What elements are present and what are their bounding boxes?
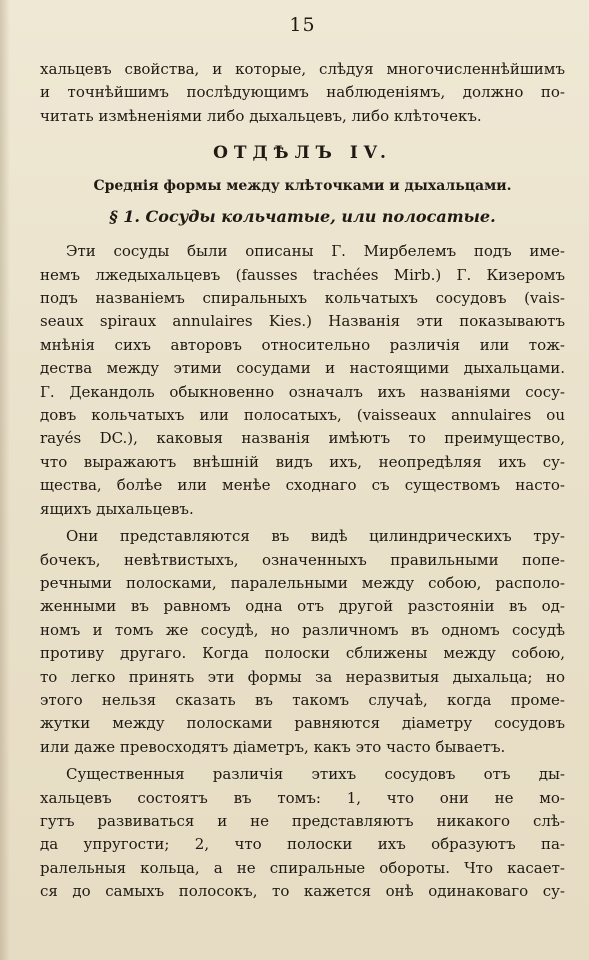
paragraph-heading: § 1. Сосуды кольчатые, или полосатые. [109,207,496,227]
text-line: речными полосками, паралельными между собою, располо- [40,573,565,592]
text-line: противу другаго. Когда полоски сближены между собою, [40,644,565,663]
text-line: и точнѣйшимъ послѣдующимъ наблюденіямъ, должно по- [40,83,565,102]
text-line: женными въ равномъ одна отъ другой разстояніи въ од- [40,597,565,616]
text-line: seaux spiraux annulaires Kies.) Названія эти показываютъ [40,312,565,331]
text-line: гутъ развиваться и не представляютъ никакого слѣ- [40,811,565,830]
text-line: что выражаютъ внѣшній видъ ихъ, неопредѣляя ихъ су- [40,452,565,471]
text-line: читать измѣненіями либо дыхальцевъ, либо клѣточекъ. [40,106,482,125]
text-line: то легко принять эти формы за неразвитыя дыхальца; но [40,667,565,686]
text-line: мнѣнія сихъ авторовъ относительно различія или тож- [40,335,565,354]
paragraph-2 [40,525,565,759]
text-line: хальцевъ свойства, и которые, слѣдуя многочисленнѣйшимъ [40,60,565,78]
text-line: дества между этими сосудами и настоящими дыхальцами. [40,359,565,378]
text-line: ралельныя кольца, а не спиральные обороты. Что касает- [40,858,565,877]
text-line: немъ лжедыхальцевъ (fausses trachées Mirb.) Г. Кизеромъ [40,265,565,284]
section-heading: ОТДѢЛЪ IV. [213,143,392,164]
text-line: Г. Декандоль обыкновенно означалъ ихъ названіями сосу- [40,382,565,401]
text-line: этого нельзя сказать въ такомъ случаѣ, когда проме- [40,690,565,709]
text-line: Эти сосуды были описаны Г. Мирбелемъ подъ име- [66,242,565,261]
text-line: довъ кольчатыхъ или полосатыхъ, (vaisseaux annulaires ou [40,406,565,425]
section-subtitle: Среднія формы между клѣточками и дыхальцами. [93,178,512,195]
paragraph-3 [40,763,565,903]
text-line: жутки между полосками равняются діаметру сосудовъ [40,714,565,733]
intro-text [40,58,565,128]
page-number: 15 [289,14,316,36]
text-line: Существенныя различія этихъ сосудовъ отъ ды- [66,765,565,784]
text-line: хальцевъ состоятъ въ томъ: 1, что они не мо- [40,788,565,807]
text-line: ся до самыхъ полосокъ, то кажется онѣ одинаковаго су- [40,882,565,901]
text-line: ящихъ дыхальцевъ. [40,499,194,518]
text-line: щества, болѣе или менѣе сходнаго съ существомъ насто- [40,476,565,495]
text-line: номъ и томъ же сосудѣ, но различномъ въ одномъ сосудѣ [40,620,565,639]
text-line: rayés DC.), каковыя названія имѣютъ то преимущество, [40,429,565,448]
text-line: подъ названіемъ спиральныхъ кольчатыхъ сосудовъ (vais- [40,289,565,308]
paragraph-1 [40,240,565,521]
text-line: Они представляются въ видѣ цилиндрическихъ тру- [66,527,565,546]
text-line: да упругости; 2, что полоски ихъ образуютъ па- [40,835,565,854]
text-line: бочекъ, невѣтвистыхъ, означенныхъ правильными попе- [40,550,565,569]
text-line: или даже превосходятъ діаметръ, какъ это часто бываетъ. [40,737,506,756]
